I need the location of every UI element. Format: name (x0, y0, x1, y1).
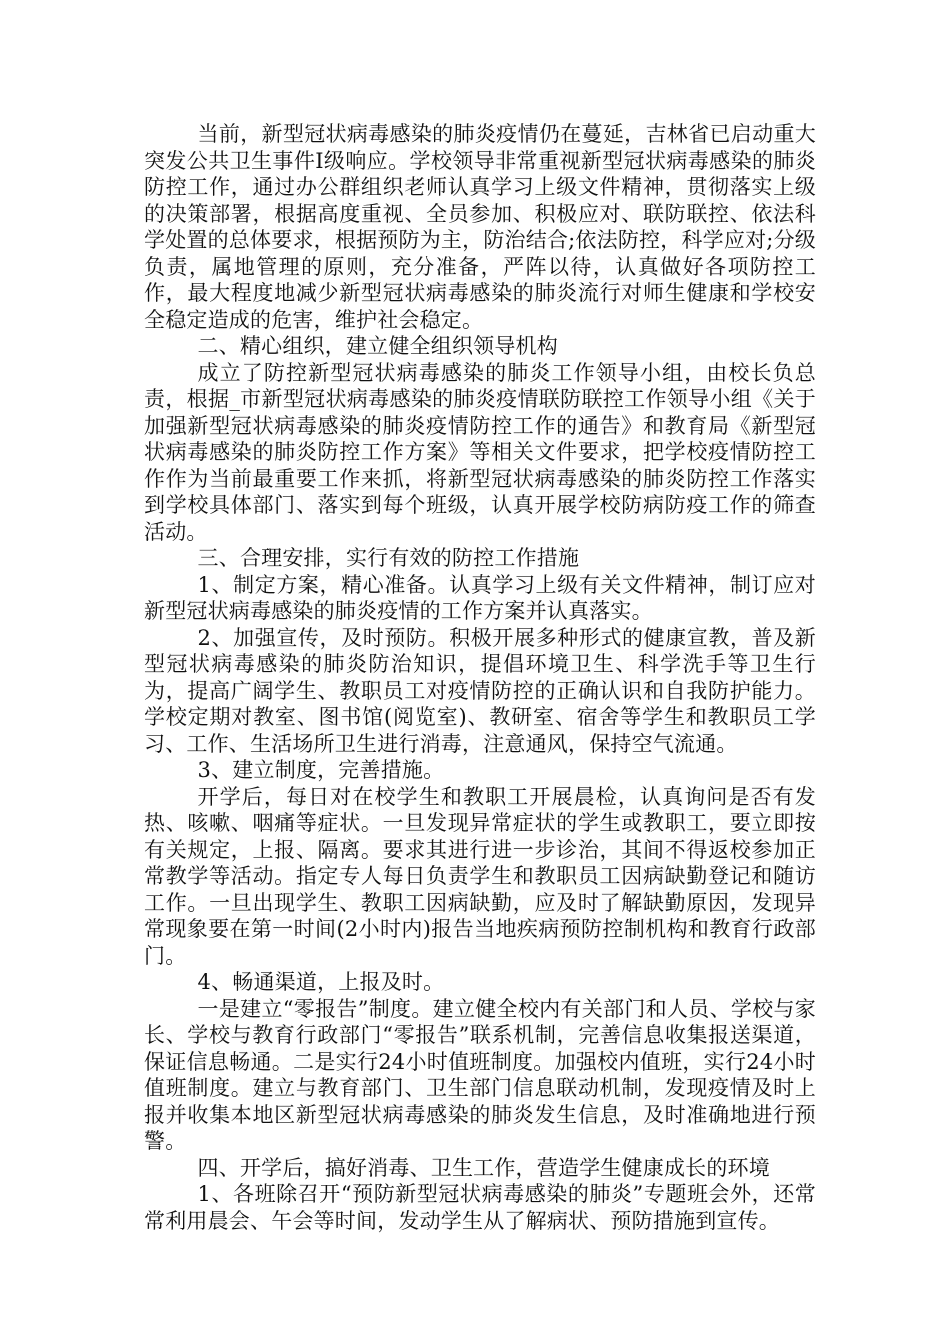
paragraph-measure-4: 4、畅通渠道，上报及时。 (197, 970, 445, 994)
section-heading-2: 二、精心组织，建立健全组织领导机构 (197, 334, 558, 358)
paragraph-measure-3: 3、建立制度，完善措施。 (197, 758, 445, 782)
section-heading-4: 四、开学后，搞好消毒、卫生工作，营造学生健康成长的环境 (197, 1155, 770, 1180)
section-heading-3: 三、合理安排，实行有效的防控工作措施 (197, 546, 580, 570)
paragraph-measure-2: 2、加强宣传，及时预防。积极开展多种形式的健康宣教，普及新型冠状病毒感染的肺炎防治知识，提倡环境卫生、科学洗手等卫生行为，提高广阔学生、教职员工对疫情防控的正确认识和自我防护能力。学校定期对教室、图书馆(阅览室)、教研室、宿舍等学生和教职员工学习、工作、生活场所卫生进行消毒，注意通风，保持空气流通。 (144, 625, 816, 756)
paragraph-leadership-group: 成立了防控新型冠状病毒感染的肺炎工作领导小组，由校长负总责，根据_市新型冠状病毒感染的肺炎疫情联防联控工作领导小组《关于加强新型冠状病毒感染的肺炎疫情防控工作的通告》和教育局《新型冠状病毒感染的肺炎防控工作方案》等相关文件要求，把学校疫情防控工作作为当前最重要工作来抓，将新型冠状病毒感染的肺炎防控工作落实到学校具体部门、落实到每个班级，认真开展学校防病防疫工作的筛查活动。 (144, 360, 816, 544)
document-body (144, 121, 816, 1234)
intro-paragraph: 当前，新型冠状病毒感染的肺炎疫情仍在蔓延，吉林省已启动重大突发公共卫生事件Ⅰ级响应。学校领导非常重视新型冠状病毒感染的肺炎防控工作，通过办公群组织老师认真学习上级文件精神，贯彻落实上级的决策部署，根据高度重视、全员参加、积极应对、联防联控、依法科学处置的总体要求，根据预防为主，防治结合;依法防控，科学应对;分级负责，属地管理的原则，充分准备，严阵以待，认真做好各项防控工作，最大程度地减少新型冠状病毒感染的肺炎流行对师生健康和学校安全稳定造成的危害，维护社会稳定。 (144, 122, 816, 332)
paragraph-class-meeting: 1、各班除召开“预防新型冠状病毒感染的肺炎”专题班会外，还常常利用晨会、午会等时间，发动学生从了解病状、预防措施到宣传。 (144, 1182, 816, 1233)
paragraph-measure-1: 1、制定方案，精心准备。认真学习上级有关文件精神，制订应对新型冠状病毒感染的肺炎疫情的工作方案并认真落实。 (144, 572, 816, 623)
paragraph-zero-report: 一是建立“零报告”制度。建立健全校内有关部门和人员、学校与家长、学校与教育行政部门“零报告”联系机制，完善信息收集报送渠道，保证信息畅通。二是实行24小时值班制度。加强校内值班，实行24小时值班制度。建立与教育部门、卫生部门信息联动机制，发现疫情及时上报并收集本地区新型冠状病毒感染的肺炎发生信息，及时准确地进行预警。 (144, 996, 816, 1153)
paragraph-morning-check: 开学后，每日对在校学生和教职工开展晨检，认真询问是否有发热、咳嗽、咽痛等症状。一旦发现异常症状的学生或教职工，要立即按有关规定，上报、隔离。要求其进行进一步诊治，其间不得返校参加正常教学等活动。指定专人每日负责学生和教职员工因病缺勤登记和随访工作。一旦出现学生、教职工因病缺勤，应及时了解缺勤原因，发现异常现象要在第一时间(2小时内)报告当地疾病预防控制机构和教育行政部门。 (144, 784, 816, 968)
